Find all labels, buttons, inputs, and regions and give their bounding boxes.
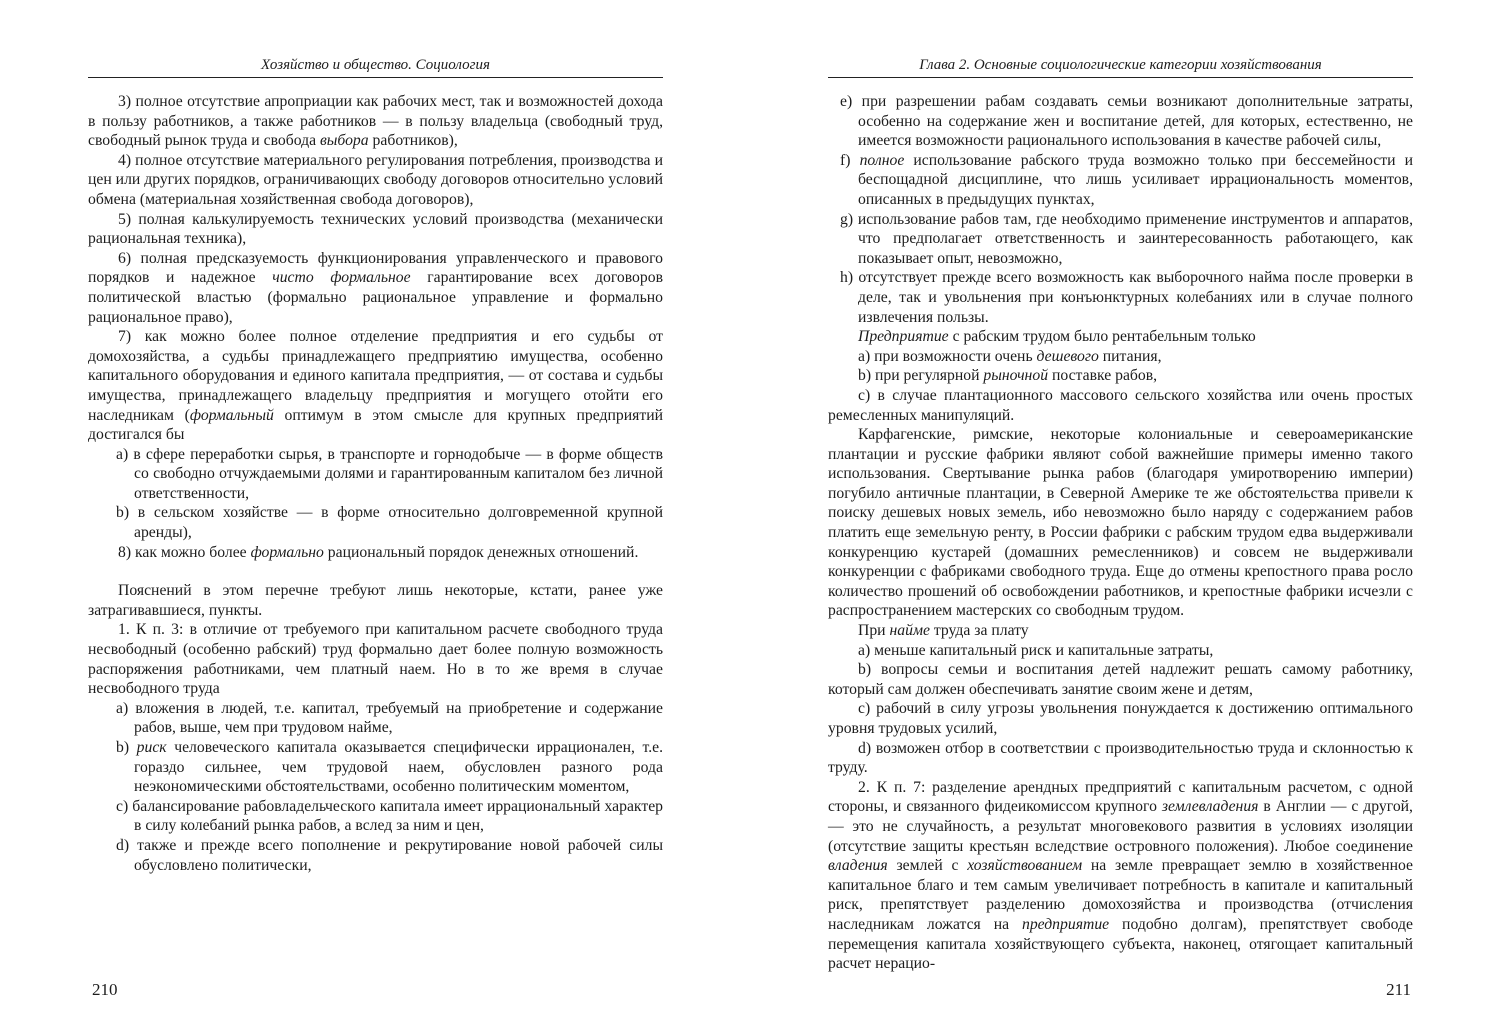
emphasis: формально — [250, 543, 324, 561]
emphasis: выбора — [319, 132, 369, 150]
paragraph — [88, 210, 663, 249]
page-number: 211 — [1386, 980, 1411, 999]
emphasis: землевладения — [1161, 798, 1259, 816]
text-run: Карфагенские, римские, некоторые колониальные и североамериканские плантации и русские фабрики являют собой важнейшие примеры именно такого использования. Свертывание рынка рабов (благодаря умиротворению империи) погубило античные плантации, в Северной Америке те же обстоятельства привели к поиску дешевых новых земель, ибо невозможно было наряду с содержанием рабов платить еще земельную ренту, в России фабрики с рабским трудом едва выдерживали конкуренцию кустарей (домашних ремесленников) и совсем не выдерживали конкуренции с фабриками свободного труда. Еще до отмены крепостного права росло количество прошений об освобождении работников, и крепостные фабрики исчезли с распространением мастерских со свободным трудом. — [828, 426, 1413, 620]
paragraph — [88, 620, 663, 698]
emphasis: хозяйствованием — [967, 857, 1083, 875]
text-run: 8) как можно более — [118, 543, 251, 561]
text-run: гарантирование всех договоров политической властью (формально рациональное управление и формально рациональное право), — [88, 269, 663, 326]
text-run: b) в сельском хозяйстве — в форме относительно долговременной крупной аренды), — [116, 504, 663, 542]
running-head: Хозяйство и общество. Социология — [88, 56, 663, 78]
text-run: 1. К п. 3: в отличие от требуемого при капитальном расчете свободного труда несвободный (особенно рабский) труд формально дает более полную возможность распоряжения работниками, чем платный наем. Но в то же время в случае несвободного труда — [88, 621, 663, 698]
text-run: 7) как можно более полное отделение предприятия и его судьбы от домохозяйства, а судьбы принадлежащего предприятию имущества, особенно капитального оборудования и единого капитала предприятия, — от состава и судьбы имущества, принадлежащего владельцу предприятия и могущего отойти его наследникам ( — [88, 328, 663, 424]
running-head: Глава 2. Основные социологические категории хозяйствования — [828, 56, 1413, 78]
right-page — [828, 0, 1413, 1024]
paragraph — [828, 778, 1413, 974]
paragraph — [88, 249, 663, 327]
paragraph — [828, 386, 1413, 425]
paragraph — [828, 268, 1413, 327]
paragraph — [88, 92, 663, 151]
text-run: a) в сфере переработки сырья, в транспорте и горнодобыче — в форме обществ со свободно отчуждаемыми долями и гарантированным капиталом без личной ответственности, — [116, 445, 663, 502]
paragraph — [828, 699, 1413, 738]
text-run: труда за плату — [929, 622, 1029, 640]
page-body — [88, 92, 663, 875]
text-run: с рабским трудом было рентабельным только — [948, 328, 1256, 346]
emphasis: владения — [828, 857, 888, 875]
emphasis: рыночной — [983, 367, 1049, 385]
emphasis: формальный — [189, 406, 274, 424]
text-run: При — [858, 622, 890, 640]
text-run: работников), — [368, 132, 458, 150]
paragraph — [88, 836, 663, 875]
text-run: c) балансирование рабовладельческого капитала имеет иррациональный характер в силу колебаний рынка рабов, а вслед за ним и цен, — [116, 797, 663, 835]
paragraph — [88, 543, 663, 563]
paragraph — [88, 797, 663, 836]
text-run: 5) полная калькулируемость технических условий производства (механически рациональная техника), — [88, 210, 663, 248]
paragraph — [88, 445, 663, 504]
emphasis: Предприятие — [858, 328, 949, 346]
paragraph — [828, 92, 1413, 151]
text-run: h) отсутствует прежде всего возможность как выборочного найма после проверки в деле, так и увольнения при конъюнктурных колебаниях или в случае полного извлечения пользы. — [840, 269, 1413, 326]
text-run: d) возможен отбор в соответствии с производительностью труда и склонностью к труду. — [828, 739, 1413, 777]
text-run: e) при разрешении рабам создавать семьи возникают дополнительные затраты, особенно на содержание жен и воспитание детей, для которых, естественно, не имеется возможности рационального использования в качестве рабочей силы, — [840, 93, 1413, 150]
paragraph — [828, 151, 1413, 210]
text-run: в Англии — с другой, — это не случайность, а результат многовекового развития в условиях изоляции (отсутствие защиты крестьян вследствие островного положения). Любое соединение — [828, 798, 1413, 855]
paragraph — [828, 327, 1413, 347]
paragraph — [828, 660, 1413, 699]
paragraph — [828, 621, 1413, 641]
page-body — [828, 92, 1413, 974]
emphasis: найме — [889, 622, 930, 640]
text-run: рациональный порядок денежных отношений. — [323, 543, 639, 561]
text-run: g) использование рабов там, где необходимо применение инструментов и аппаратов, что предполагает ответственность и заинтересованность работающего, как показывает опыт, невозможно, — [840, 210, 1413, 267]
text-run: человеческого капитала оказывается специфически иррационален, т.е. гораздо сильнее, чем трудовой наем, обусловлен разного рода неэкономическими обстоятельствами, особенно политическим моментом, — [134, 739, 663, 796]
paragraph — [828, 347, 1413, 367]
emphasis: чисто формальное — [272, 269, 411, 287]
text-run: 2. К п. 7: разделение арендных предприятий с капитальным расчетом, с одной стороны, и связанного фидеикомиссом крупного — [828, 778, 1413, 816]
text-run: 6) полная предсказуемость функционирования управленческого и правового порядков и надежное — [88, 249, 663, 287]
emphasis: дешевого — [1036, 347, 1099, 365]
paragraph — [88, 327, 663, 445]
paragraph — [828, 210, 1413, 269]
paragraph — [88, 738, 663, 797]
text-run: c) рабочий в силу угрозы увольнения понуждается к достижению оптимального уровня трудовых усилий, — [828, 700, 1413, 737]
text-run: использование рабского труда возможно только при бессемейности и беспощадной дисциплине, что лишь усиливает иррациональность моментов, описанных в предыдущих пунктах, — [858, 151, 1413, 208]
emphasis: риск — [136, 739, 167, 756]
paragraph — [828, 739, 1413, 778]
text-run: f) — [840, 151, 860, 169]
paragraph — [828, 641, 1413, 661]
text-run: a) при возможности очень — [858, 347, 1037, 365]
paragraph — [88, 151, 663, 210]
text-run: 4) полное отсутствие материального регулирования потребления, производства и цен или других порядков, ограничивающих свободу договоров относительно условий обмена (материальная хозяйственная свобода договоров), — [88, 151, 663, 208]
text-run: Пояснений в этом перечне требуют лишь некоторые, кстати, ранее уже затрагивавшиеся, пункты. — [88, 582, 663, 619]
text-run: 3) полное отсутствие апроприации как рабочих мест, так и возможностей дохода в пользу работников, а также работников — в пользу владельца (свободный труд, свободный рынок труда и свобода — [88, 93, 663, 150]
text-run: подобно долгам), препятствует свободе перемещения капитала хозяйствующего субъекта, наконец, отягощает капитальный расчет нерацио- — [828, 915, 1413, 973]
text-run: питания, — [1098, 347, 1162, 365]
text-run: c) в случае плантационного массового сельского хозяйства или очень простых ремесленных манипуляций. — [828, 386, 1413, 424]
text-run: b) — [116, 739, 137, 756]
text-run: землей с — [887, 857, 968, 875]
left-page — [88, 0, 663, 1024]
text-run: d) также и прежде всего пополнение и рекрутирование новой рабочей силы обусловлено политически, — [116, 836, 663, 874]
paragraph — [88, 581, 663, 620]
text-run: a) меньше капитальный риск и капитальные затраты, — [858, 641, 1214, 659]
text-run: поставке рабов, — [1048, 367, 1158, 385]
paragraph — [828, 425, 1413, 621]
page-number: 210 — [92, 980, 118, 999]
text-run: на земле превращает землю в хозяйственное капитальное благо и тем самым увеличивает потребность в капитале и капитальный риск, препятствует разделению домохозяйства и производства (отчисления наследникам ложатся на — [828, 857, 1413, 933]
paragraph — [88, 699, 663, 738]
text-run: b) при регулярной — [858, 367, 984, 385]
paragraph — [828, 366, 1413, 386]
emphasis: предприятие — [1021, 915, 1110, 933]
paragraph-gap — [88, 562, 663, 581]
emphasis: полное — [859, 151, 905, 169]
text-run: b) вопросы семьи и воспитания детей надлежит решать самому работнику, который сам должен обеспечивать занятие своим жене и детям, — [828, 661, 1413, 698]
paragraph — [88, 503, 663, 542]
text-run: оптимум в этом смысле для крупных предприятий достигался бы — [88, 406, 663, 444]
text-run: a) вложения в людей, т.е. капитал, требуемый на приобретение и содержание рабов, выше, чем при трудовом найме, — [116, 699, 663, 737]
